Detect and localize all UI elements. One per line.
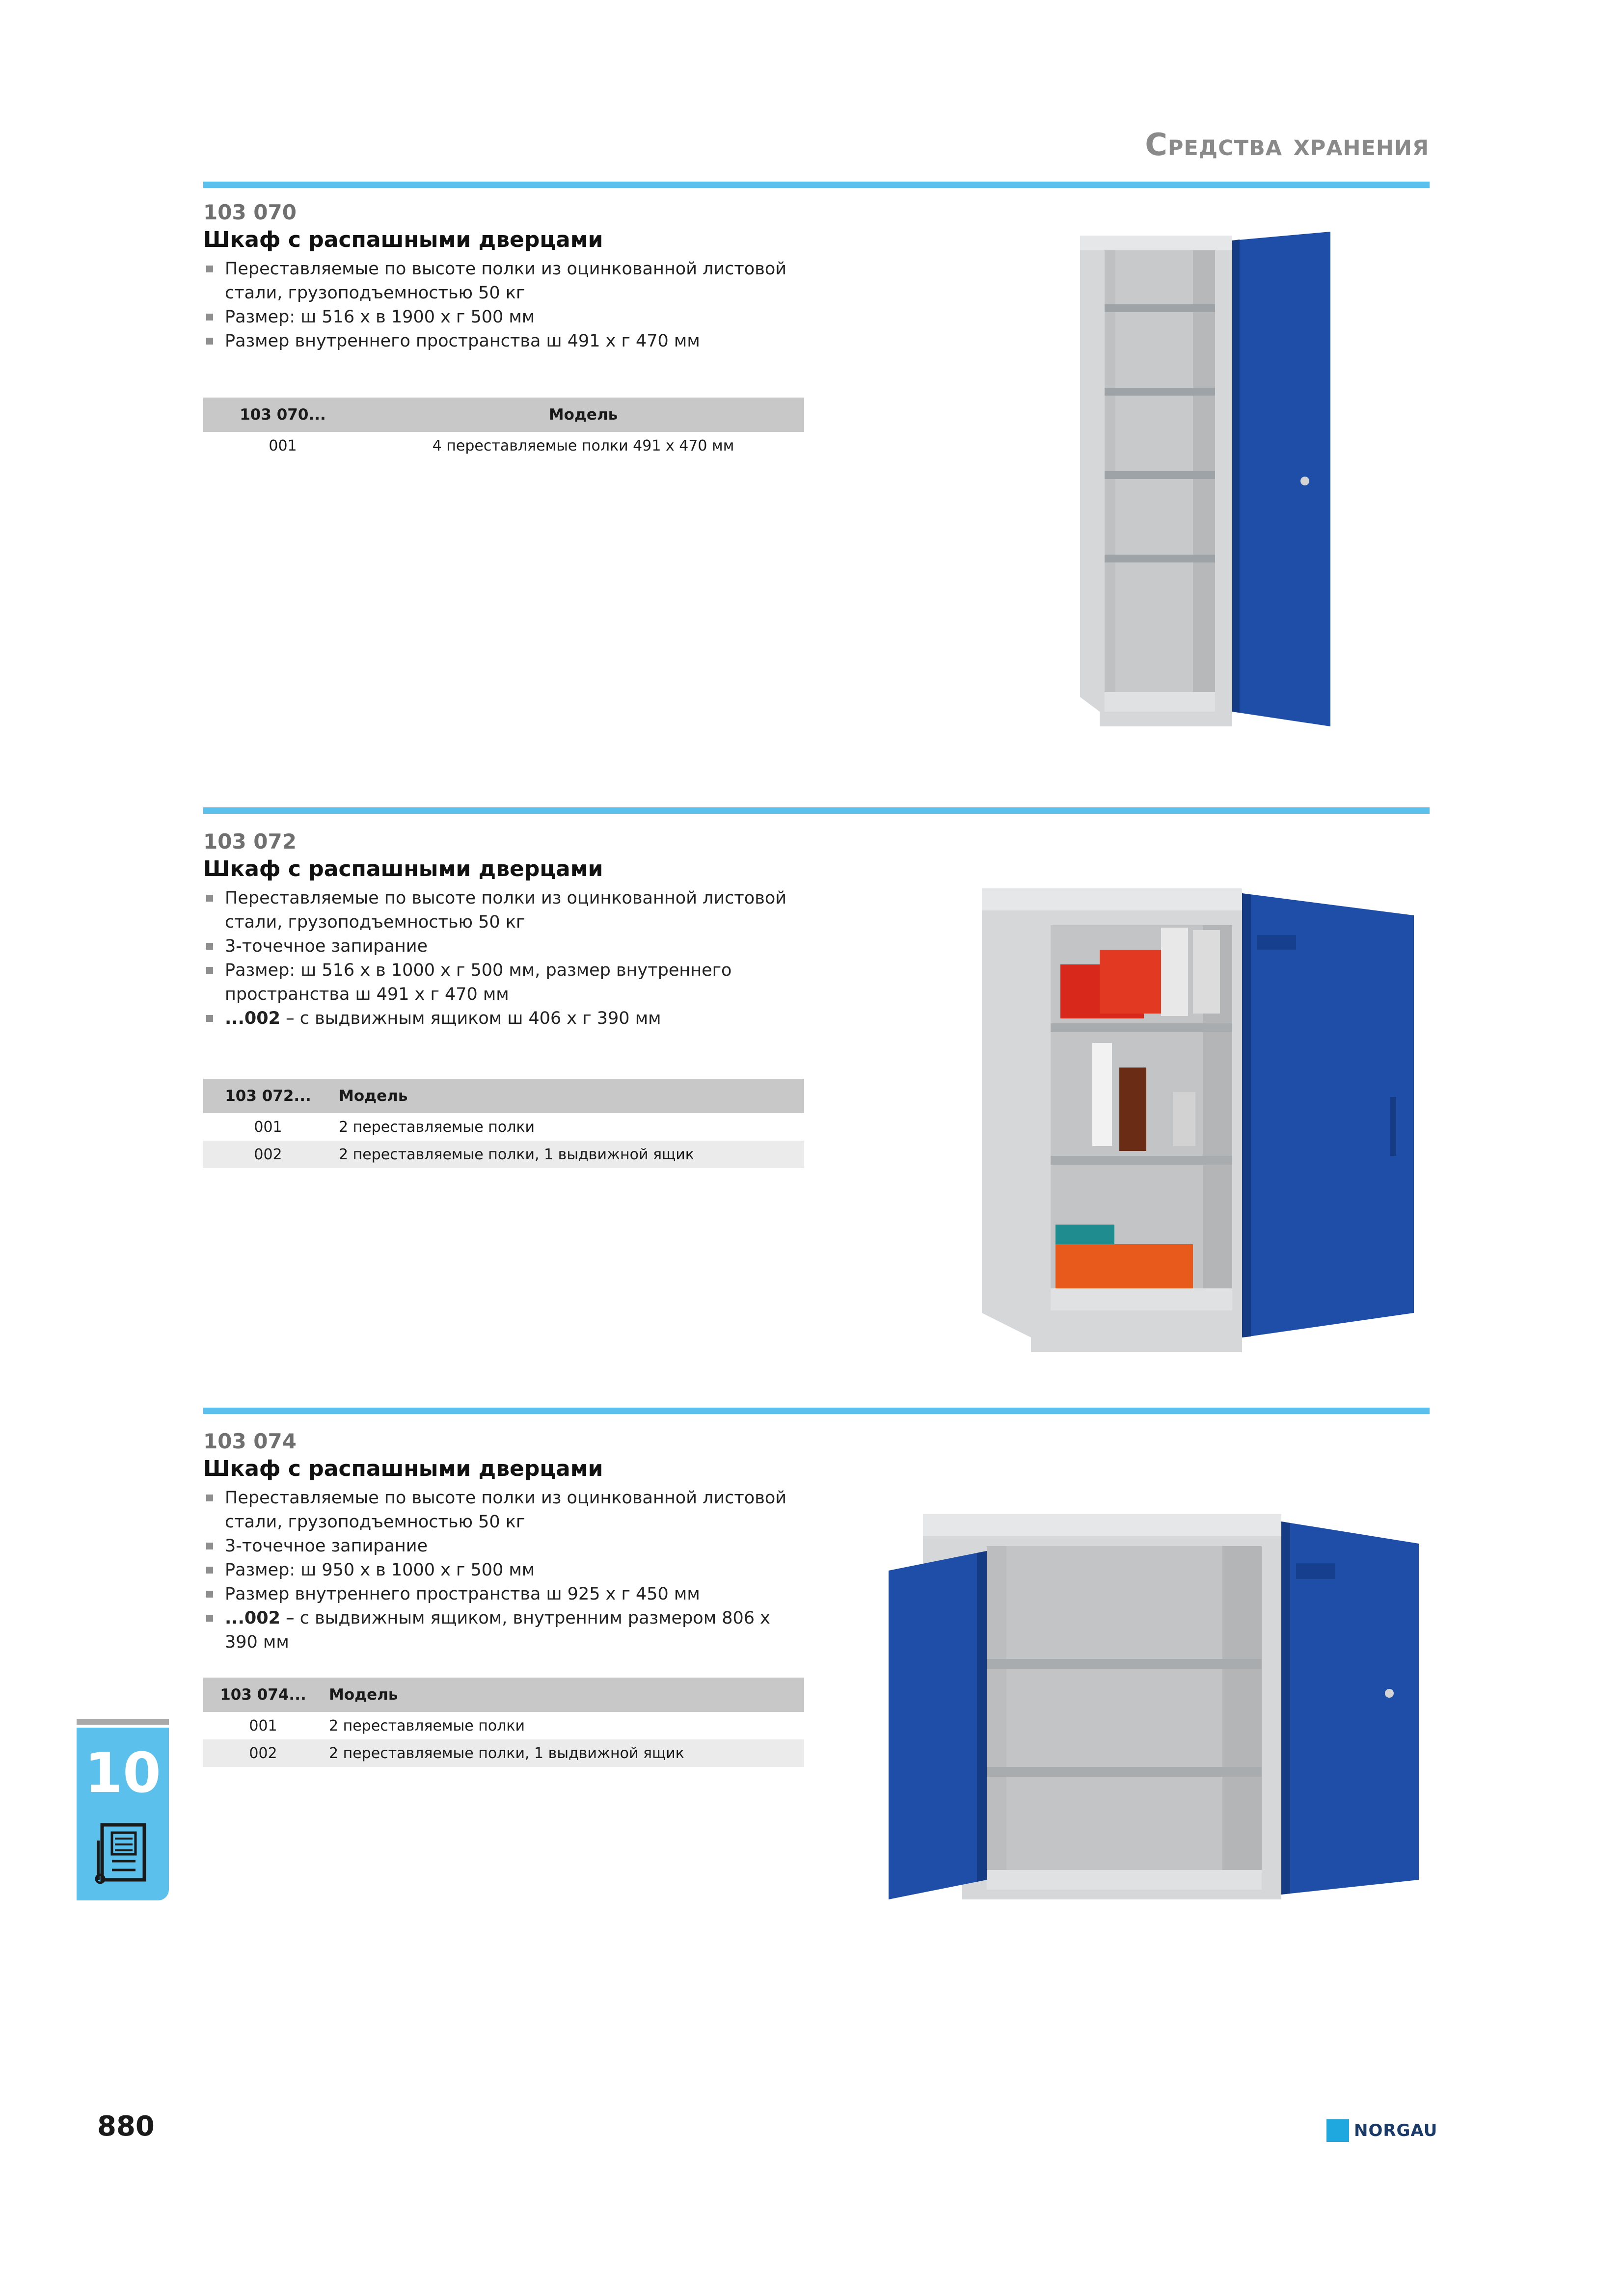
row-model: 4 переставляемые полки 491 х 470 мм <box>432 437 734 454</box>
feature-item: 3-точечное запирание <box>203 934 802 959</box>
model-table <box>203 1678 804 1767</box>
product-code: 103 070 <box>203 200 297 224</box>
row-id: 002 <box>203 1141 333 1168</box>
product-103070 <box>203 200 802 454</box>
table-header-code: 103 070... <box>203 398 362 432</box>
row-model: 2 переставляемые полки <box>339 1118 535 1136</box>
feature-item: Размер внутреннего пространства ш 925 х г 450 мм <box>203 1582 802 1606</box>
row-id: 002 <box>203 1739 323 1767</box>
feature-item-variant <box>203 1606 802 1655</box>
feature-item: Размер: ш 516 х в 1900 х г 500 мм <box>203 305 802 329</box>
feature-list <box>203 257 802 353</box>
section-rule <box>203 182 1430 188</box>
feature-item: Размер: ш 516 х в 1000 х г 500 мм, размер внутреннего пространства ш 491 х г 470 мм <box>203 959 802 1007</box>
tall-cabinet-image <box>1070 226 1335 736</box>
table-header-model: Модель <box>333 1079 804 1113</box>
page-number: 880 <box>97 2110 155 2142</box>
table-header-code: 103 072... <box>203 1079 333 1113</box>
feature-item: Размер: ш 950 х в 1000 х г 500 мм <box>203 1558 802 1582</box>
chapter-tab[interactable] <box>77 1728 169 1900</box>
product-103074 <box>203 1429 802 1762</box>
model-table <box>203 398 804 459</box>
feature-item: Размер внутреннего пространства ш 491 х г 470 мм <box>203 329 802 353</box>
table-row <box>203 1141 804 1168</box>
feature-item: 3-точечное запирание <box>203 1534 802 1558</box>
feature-item: Переставляемые по высоте полки из оцинкованной листовой стали, грузоподъемностью 50 кг <box>203 1486 802 1534</box>
product-title: Шкаф с распашными дверцами <box>203 227 603 252</box>
variant-text: – с выдвижным ящиком ш 406 х г 390 мм <box>280 1009 661 1028</box>
row-model: 2 переставляемые полки, 1 выдвижной ящик <box>333 1141 804 1168</box>
table-header-model: Модель <box>362 398 804 432</box>
wide-cabinet-image <box>879 1507 1434 1909</box>
row-id: 001 <box>269 437 297 454</box>
table-row <box>203 1113 804 1141</box>
table-row <box>203 1712 804 1739</box>
feature-item-variant <box>203 1007 802 1031</box>
product-103072 <box>203 829 802 1163</box>
brand-name: NORGAU <box>1354 2121 1438 2140</box>
product-title: Шкаф с распашными дверцами <box>203 1456 603 1481</box>
brand-logo <box>1326 2119 1437 2142</box>
feature-item: Переставляемые по высоте полки из оцинкованной листовой стали, грузоподъемностью 50 кг <box>203 886 802 934</box>
section-rule <box>203 1408 1430 1414</box>
row-id: 001 <box>249 1717 277 1735</box>
section-rule <box>203 807 1430 814</box>
product-code: 103 074 <box>203 1429 297 1453</box>
medium-cabinet-image <box>977 881 1429 1362</box>
table-header-code: 103 074... <box>203 1678 323 1712</box>
chapter-tab-bar <box>77 1719 169 1725</box>
variant-code: ...002 <box>225 1009 280 1028</box>
brand-square-icon <box>1326 2119 1349 2142</box>
page-section-title: Средства хранения <box>1145 127 1429 162</box>
feature-item: Переставляемые по высоте полки из оцинкованной листовой стали, грузоподъемностью 50 кг <box>203 257 802 305</box>
row-model: 2 переставляемые полки, 1 выдвижной ящик <box>323 1739 804 1767</box>
table-row <box>203 432 804 459</box>
product-code: 103 072 <box>203 829 297 854</box>
feature-list <box>203 1486 802 1655</box>
feature-list <box>203 886 802 1031</box>
row-model: 2 переставляемые полки <box>329 1717 525 1735</box>
table-header-model: Модель <box>323 1678 804 1712</box>
row-id: 001 <box>254 1118 282 1136</box>
cabinet-icon <box>95 1821 150 1885</box>
model-table <box>203 1079 804 1168</box>
variant-text: – с выдвижным ящиком, внутренним размером 806 х 390 мм <box>225 1608 770 1652</box>
chapter-number: 10 <box>84 1741 161 1805</box>
product-title: Шкаф с распашными дверцами <box>203 856 603 881</box>
table-row <box>203 1739 804 1767</box>
variant-code: ...002 <box>225 1608 280 1628</box>
